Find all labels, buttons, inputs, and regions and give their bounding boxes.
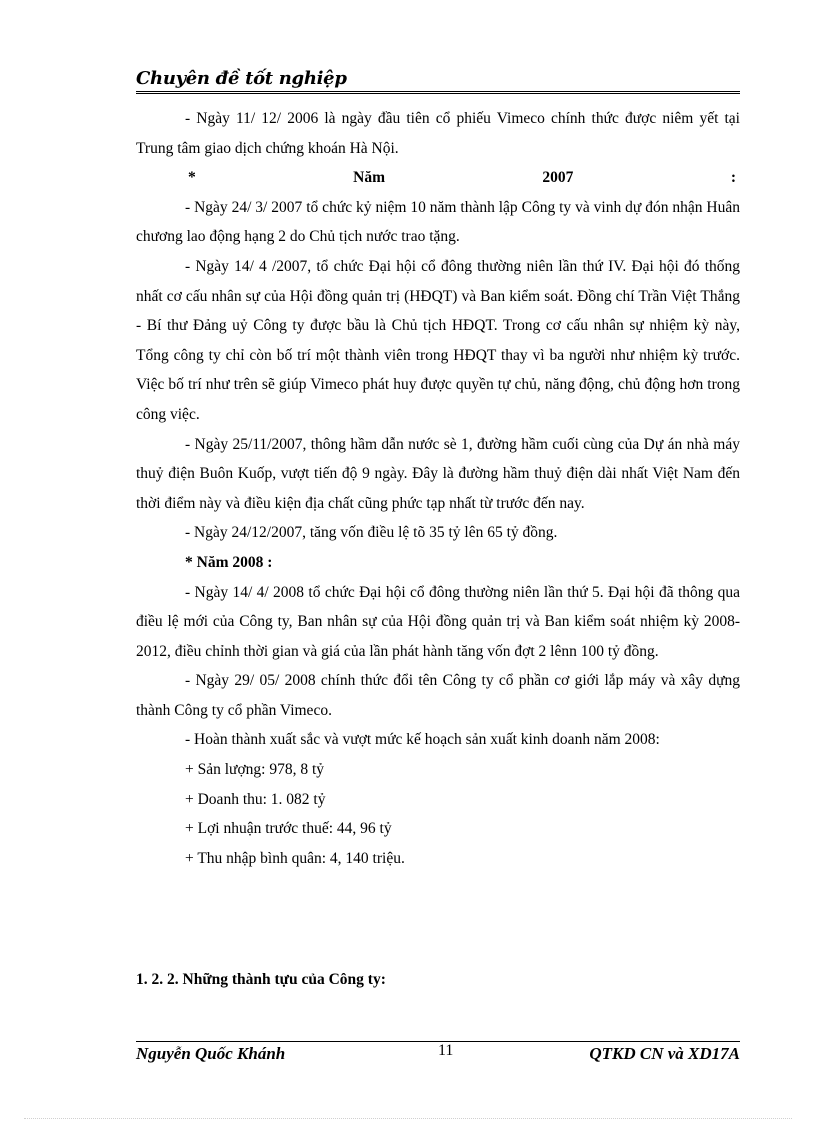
year-2008-heading — [136, 548, 740, 578]
page-header — [136, 68, 740, 94]
paragraph-tunnel: - Ngày 25/11/2007, thông hầm dẫn nước sè 1, đường hầm cuối cùng của Dự án nhà máy thuỷ điện Buôn Kuốp, vượt tiến độ 9 ngày. Đây là đường hầm thuỷ điện dài nhất Việt Nam đến thời điểm này và điều kiện địa chất cũng phức tạp nhất từ trước đến nay. — [136, 435, 740, 512]
page-footer — [136, 1044, 740, 1070]
year-2007-heading — [136, 163, 740, 193]
year-2007-number: 2007 — [542, 169, 574, 187]
page-number: 11 — [438, 1042, 454, 1059]
footer-class: QTKD CN và XD17A — [589, 1044, 740, 1063]
list-item: + Sản lượng: 978, 8 tỷ — [185, 761, 325, 779]
year-2007-colon: : — [730, 169, 736, 187]
paragraph-capital: - Ngày 24/12/2007, tăng vốn điều lệ tõ 35 tỷ lên 65 tỷ đồng. — [185, 524, 558, 542]
paragraph-rename: - Ngày 29/ 05/ 2008 chính thức đổi tên Công ty cổ phần cơ giới lắp máy và xây dựng thành Công ty cổ phần Vimeco. — [136, 672, 740, 719]
paragraph-anniversary: - Ngày 24/ 3/ 2007 tổ chức kỷ niệm 10 năm thành lập Công ty và vinh dự đón nhận Huân chương lao động hạng 2 do Chủ tịch nước trao tặng. — [136, 198, 740, 246]
year-2007-word: Năm — [353, 169, 386, 187]
page-edge-divider — [24, 1118, 792, 1119]
paragraph-plan: - Hoàn thành xuất sắc và vượt mức kế hoạch sản xuất kinh doanh năm 2008: — [185, 731, 660, 749]
body-text — [136, 104, 740, 873]
year-2008-label: * Năm 2008 : — [185, 553, 273, 571]
year-2007-star: * — [188, 169, 196, 187]
paragraph-shareholders-2007: - Ngày 14/ 4 /2007, tổ chức Đại hội cổ đông thường niên lần thứ IV. Đại hội đó thống nhất cơ cấu nhân sự của Hội đồng quản trị (HĐQT) và Ban kiểm soát. Đồng chí Trần Việt Thắng - Bí thư Đảng uỷ Công ty được bầu là Chủ tịch HĐQT. Trong cơ cấu nhân sự nhiệm kỳ này, Tổng công ty chỉ còn bố trí một thành viên trong HĐQT thay vì ba người như nhiệm kỳ trước. Việc bố trí như trên sẽ giúp Vimeco phát huy được quyền tự chủ, năng động, chủ động hơn trong công việc. — [136, 257, 740, 423]
footer-author: Nguyễn Quốc Khánh — [136, 1044, 286, 1063]
section-heading: 1. 2. 2. Những thành tựu của Công ty: — [136, 971, 386, 988]
header-rule — [136, 91, 740, 94]
list-item: + Thu nhập bình quân: 4, 140 triệu. — [185, 849, 405, 867]
header-title: Chuyên đề tốt nghiệp — [136, 68, 347, 89]
list-item: + Doanh thu: 1. 082 tỷ — [185, 790, 326, 808]
paragraph-listing: - Ngày 11/ 12/ 2006 là ngày đầu tiên cổ phiếu Vimeco chính thức được niêm yết tại Trung tâm giao dịch chứng khoán Hà Nội. — [136, 110, 740, 157]
list-item: + Lợi nhuận trước thuế: 44, 96 tỷ — [185, 820, 392, 838]
paragraph-shareholders-2008: - Ngày 14/ 4/ 2008 tổ chức Đại hội cổ đông thường niên lần thứ 5. Đại hội đã thông qua điều lệ mới của Công ty, Ban nhân sự của Hội đồng quản trị và Ban kiểm soát nhiệm kỳ 2008-2012, điều chỉnh thời gian và giá của lần phát hành tăng vốn đợt 2 lênn 100 tỷ đồng. — [136, 583, 740, 660]
